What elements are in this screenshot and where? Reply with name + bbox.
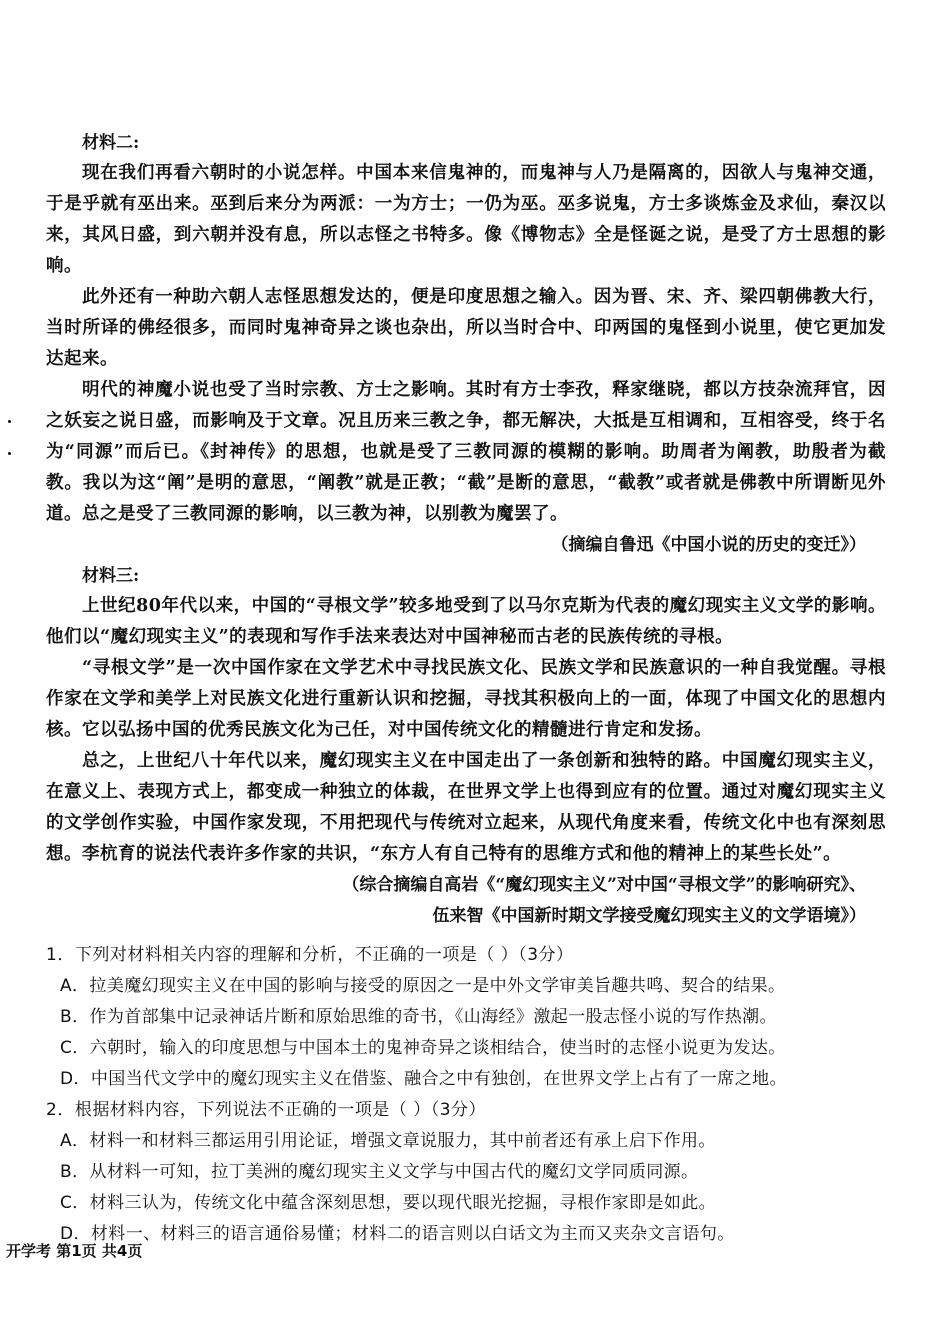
question-stem: 2．根据材料内容，下列说法不正确的一项是（ ）（3分） xyxy=(46,1100,487,1120)
question-option: C．六朝时，输入的印度思想与中国本土的鬼神奇异之谈相结合，使当时的志怪小说更为发达。 xyxy=(60,1038,786,1058)
material-2-paragraph: 明代的神魔小说也受了当时宗教、方士之影响。其时有方士李孜，释家继晓，都以方技杂流拜官，因之妖妄之说日盛，而影响及于文章。况且历来三教之争，都无解决，大抵是互相调和，互相容受，终于名为“同源”而后已。《封神传》的思想，也就是受了三教同源的模糊的影响。助周者为阐教，助殷者为截教。我以为这“阐”是明的意思，“阐教”就是正教；“截”是断的意思，“截教”或者就是佛教中所谓断见外道。总之是受了三教同源的影响，以三教为神，以别教为魔罢了。 xyxy=(46,380,886,524)
question-option: A．拉美魔幻现实主义在中国的影响与接受的原因之一是中外文学审美旨趣共鸣、契合的结果。 xyxy=(60,976,786,996)
material-2-paragraph: 现在我们再看六朝时的小说怎样。中国本来信鬼神的，而鬼神与人乃是隔离的，因欲人与鬼神交通，于是乎就有巫出来。巫到后来分为两派：一为方士；一仍为巫。巫多说鬼，方士多谈炼金及求仙，秦汉以来，其风日盛，到六朝并没有息，所以志怪之书特多。像《博物志》全是怪诞之说，是受了方士思想的影响。 xyxy=(46,163,886,276)
material-3-source-line: （综合摘编自高岩《“魔幻现实主义”对中国“寻根文学”的影响研究》、 xyxy=(342,875,866,895)
question-option: A．材料一和材料三都运用引用论证，增强文章说服力，其中前者还有承上启下作用。 xyxy=(60,1131,716,1151)
material-3-paragraph: 上世纪80年代以来，中国的“寻根文学”较多地受到了以马尔克斯为代表的魔幻现实主义文学的影响。他们以“魔幻现实主义”的表现和写作手法来表达对中国神秘而古老的民族传统的寻根。 xyxy=(46,596,886,647)
page-footer: 开学考 第1页 共4页 xyxy=(6,1242,143,1260)
material-3-section xyxy=(46,561,886,932)
margin-mark xyxy=(8,420,11,423)
question-option: B．从材料一可知，拉丁美洲的魔幻现实主义文学与中国古代的魔幻文学同质同源。 xyxy=(60,1162,699,1182)
question-option: C．材料三认为，传统文化中蕴含深刻思想，要以现代眼光挖掘，寻根作家即是如此。 xyxy=(60,1193,717,1213)
margin-mark xyxy=(8,452,11,455)
question-1 xyxy=(46,940,886,1095)
question-2 xyxy=(46,1095,886,1250)
page-content xyxy=(46,128,886,1250)
question-stem: 1．下列对材料相关内容的理解和分析，不正确的一项是（ ）（3分） xyxy=(46,945,574,965)
question-option: D．中国当代文学中的魔幻现实主义在借鉴、融合之中有独创，在世界文学上占有了一席之地。 xyxy=(60,1069,787,1089)
material-3-title: 材料三: xyxy=(82,566,140,586)
material-2-title: 材料二: xyxy=(82,133,140,153)
material-3-source-line: 伍来智《中国新时期文学接受魔幻现实主义的文学语境》） xyxy=(432,906,866,926)
question-option: B．作为首部集中记录神话片断和原始思维的奇书，《山海经》激起一股志怪小说的写作热潮。 xyxy=(60,1007,777,1027)
material-2-paragraph: 此外还有一种助六朝人志怪思想发达的，便是印度思想之输入。因为晋、宋、齐、梁四朝佛教大行，当时所译的佛经很多，而同时鬼神奇异之谈也杂出，所以当时合中、印两国的鬼怪到小说里，使它更加发达起来。 xyxy=(46,287,886,369)
material-3-paragraph: 总之，上世纪八十年代以来，魔幻现实主义在中国走出了一条创新和独特的路。中国魔幻现实主义，在意义上、表现方式上，都变成一种独立的体裁，在世界文学上也得到应有的位置。通过对魔幻现实主义的文学创作实验，中国作家发现，不用把现代与传统对立起来，从现代角度来看，传统文化中也有深刻思想。李杭育的说法代表许多作家的共识，“东方人有自己特有的思维方式和他的精神上的某些长处”。 xyxy=(46,751,886,864)
material-3-paragraph: “寻根文学”是一次中国作家在文学艺术中寻找民族文化、民族文学和民族意识的一种自我觉醒。寻根作家在文学和美学上对民族文化进行重新认识和挖掘，寻找其积极向上的一面，体现了中国文化的思想内核。它以弘扬中国的优秀民族文化为己任，对中国传统文化的精髓进行肯定和发扬。 xyxy=(46,658,886,740)
material-2-section xyxy=(46,128,886,561)
question-option: D．材料一、材料三的语言通俗易懂；材料二的语言则以白话文为主而又夹杂文言语句。 xyxy=(60,1224,735,1244)
material-2-source: （摘编自鲁迅《中国小说的历史的变迁》） xyxy=(551,535,866,555)
